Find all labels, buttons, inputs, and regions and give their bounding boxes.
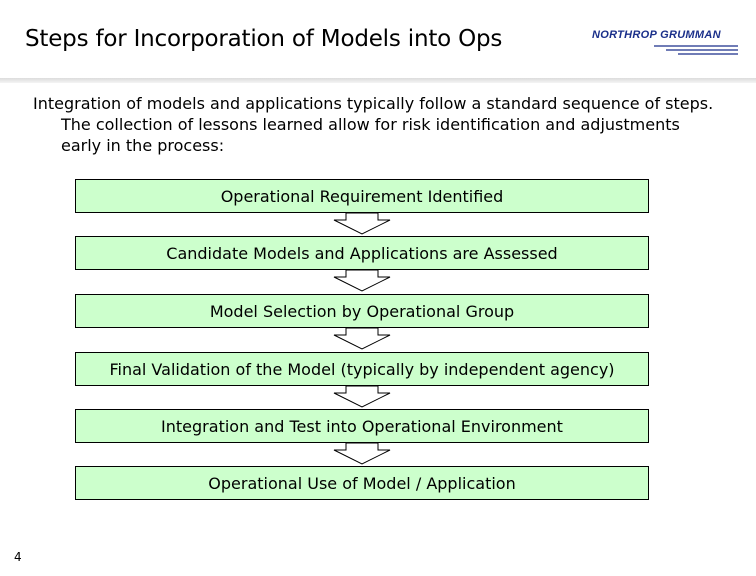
step-label-6: Operational Use of Model / Application (208, 473, 516, 493)
page-number: 4 (14, 550, 22, 564)
down-arrow-icon (332, 213, 392, 235)
intro-text: Integration of models and applications typically follow a standard sequence of steps. The collection of lessons learned allow for risk identification and adjustments early in the process: (33, 94, 714, 155)
step-box-1 (75, 179, 649, 213)
step-label-3: Model Selection by Operational Group (209, 301, 515, 321)
step-label-4: Final Validation of the Model (typically by independent agency) (109, 359, 615, 379)
step-box-2 (75, 236, 649, 270)
step-box-6 (75, 466, 649, 500)
step-box-5 (75, 409, 649, 443)
down-arrow-icon (332, 270, 392, 292)
down-arrow-icon (332, 443, 392, 465)
step-box-4 (75, 352, 649, 386)
logo-wordmark: NORTHROP GRUMMAN (592, 29, 721, 41)
slide-title: Steps for Incorporation of Models into Ops (25, 26, 503, 52)
step-label-5: Integration and Test into Operational Environment (161, 416, 563, 436)
down-arrow-icon (332, 328, 392, 350)
down-arrow-icon (332, 386, 392, 408)
step-box-3 (75, 294, 649, 328)
step-label-1: Operational Requirement Identified (220, 186, 504, 206)
step-label-2: Candidate Models and Applications are Assessed (166, 243, 558, 263)
